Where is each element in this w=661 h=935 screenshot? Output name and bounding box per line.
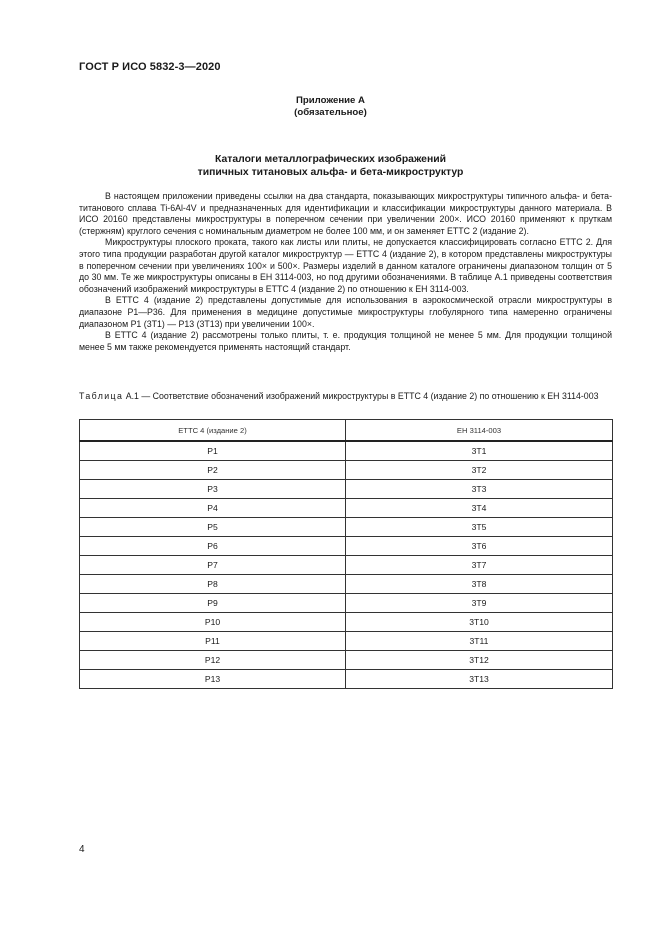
table-cell: P6 — [80, 537, 346, 556]
table-row — [80, 461, 613, 480]
table-row — [80, 613, 613, 632]
table-row — [80, 575, 613, 594]
table-row — [80, 518, 613, 537]
table-cell: 3T3 — [346, 480, 613, 499]
table-row — [80, 480, 613, 499]
table-cell: 3T7 — [346, 556, 613, 575]
table-cell: P1 — [80, 441, 346, 461]
table-cell: P11 — [80, 632, 346, 651]
table-cell: P4 — [80, 499, 346, 518]
annex-status: (обязательное) — [294, 107, 367, 118]
table-cell: P5 — [80, 518, 346, 537]
paragraph: В ЕТТС 4 (издание 2) представлены допустимые для использования в аэрокосмической отрасли микроструктуры в диапазоне Р1—Р36. Для применения в медицине допустимые микроструктуры глобулярного типа намеренно ограничены диапазоном Р1 (3Т1) — Р13 (3Т13) при увеличении 100×. — [79, 295, 612, 329]
table-cell: P7 — [80, 556, 346, 575]
table-cell: 3T5 — [346, 518, 613, 537]
table-row — [80, 441, 613, 461]
paragraph: В настоящем приложении приведены ссылки на два стандарта, показывающих микроструктуры типичного альфа- и бета-титанового сплава Ti-6Al-4V и предназначенных для идентификации и классификации микроструктуры данного материала. В ИСО 20160 представлены микроструктуры в поперечном сечении при увеличении 200×. ИСО 20160 применяют к пруткам (стержням) круглого сечения с номинальным диаметром не более 100 мм, и он заменяет ЕТТС 2 (издание 2). — [79, 191, 612, 236]
table-cell: 3T11 — [346, 632, 613, 651]
table-cell: P9 — [80, 594, 346, 613]
column-header-etts: ЕТТС 4 (издание 2) — [80, 420, 346, 442]
table-cell: P8 — [80, 575, 346, 594]
page-number: 4 — [79, 844, 85, 855]
section-title-line-1: Каталоги металлографических изображений — [214, 154, 447, 165]
table-cell: P10 — [80, 613, 346, 632]
table-row — [80, 632, 613, 651]
table-row — [80, 537, 613, 556]
column-header-en: ЕН 3114-003 — [346, 420, 613, 442]
table-cell: 3T8 — [346, 575, 613, 594]
body-text — [79, 191, 612, 353]
table-row — [80, 499, 613, 518]
table-cell: 3T4 — [346, 499, 613, 518]
table-cell: 3T2 — [346, 461, 613, 480]
table-cell: P12 — [80, 651, 346, 670]
table-cell: P2 — [80, 461, 346, 480]
table-row — [80, 670, 613, 689]
correspondence-table — [79, 419, 613, 689]
table-cell: 3T6 — [346, 537, 613, 556]
paragraph: В ЕТТС 4 (издание 2) рассмотрены только плиты, т. е. продукция толщиной не менее 5 мм. Для продукции толщиной менее 5 мм также рекомендуется применять настоящий стандарт. — [79, 330, 612, 352]
table-cell: P13 — [80, 670, 346, 689]
table-header-row — [80, 420, 613, 442]
table-row — [80, 594, 613, 613]
table-cell: 3T10 — [346, 613, 613, 632]
table-caption — [79, 391, 612, 403]
annex-title: Приложение А — [296, 95, 365, 106]
table-cell: P3 — [80, 480, 346, 499]
table-row — [80, 651, 613, 670]
table-row — [80, 556, 613, 575]
section-title-line-2: типичных титановых альфа- и бета-микроструктур — [197, 167, 464, 178]
paragraph: Микроструктуры плоского проката, такого как листы или плиты, не допускается классифицировать согласно ЕТТС 2. Для этого типа продукции разработан другой каталог микроструктур — ЕТТС 4 (издание 2), в котором представлены микроструктуры в поперечном сечении при увеличениях 100× и 500×. Размеры изделий в данном каталоге ограничены диапазоном толщин от 5 до 30 мм. Те же микроструктуры описаны в ЕН 3114-003, но под другими обозначениями. В таблице А.1 приведены соответствия обозначений изображений микроструктуры в ЕТТС 4 (издание 2) по отношению к ЕН 3114-003. — [79, 237, 612, 294]
table-caption-label: Таблица — [79, 391, 124, 401]
table-caption-text: А.1 — Соответствие обозначений изображений микроструктуры в ЕТТС 4 (издание 2) по отношению к ЕН 3114-003 — [125, 391, 599, 401]
table-cell: 3T13 — [346, 670, 613, 689]
document-code: ГОСТ Р ИСО 5832-3—2020 — [79, 61, 221, 73]
table-cell: 3T1 — [346, 441, 613, 461]
table-cell: 3T9 — [346, 594, 613, 613]
table-cell: 3T12 — [346, 651, 613, 670]
